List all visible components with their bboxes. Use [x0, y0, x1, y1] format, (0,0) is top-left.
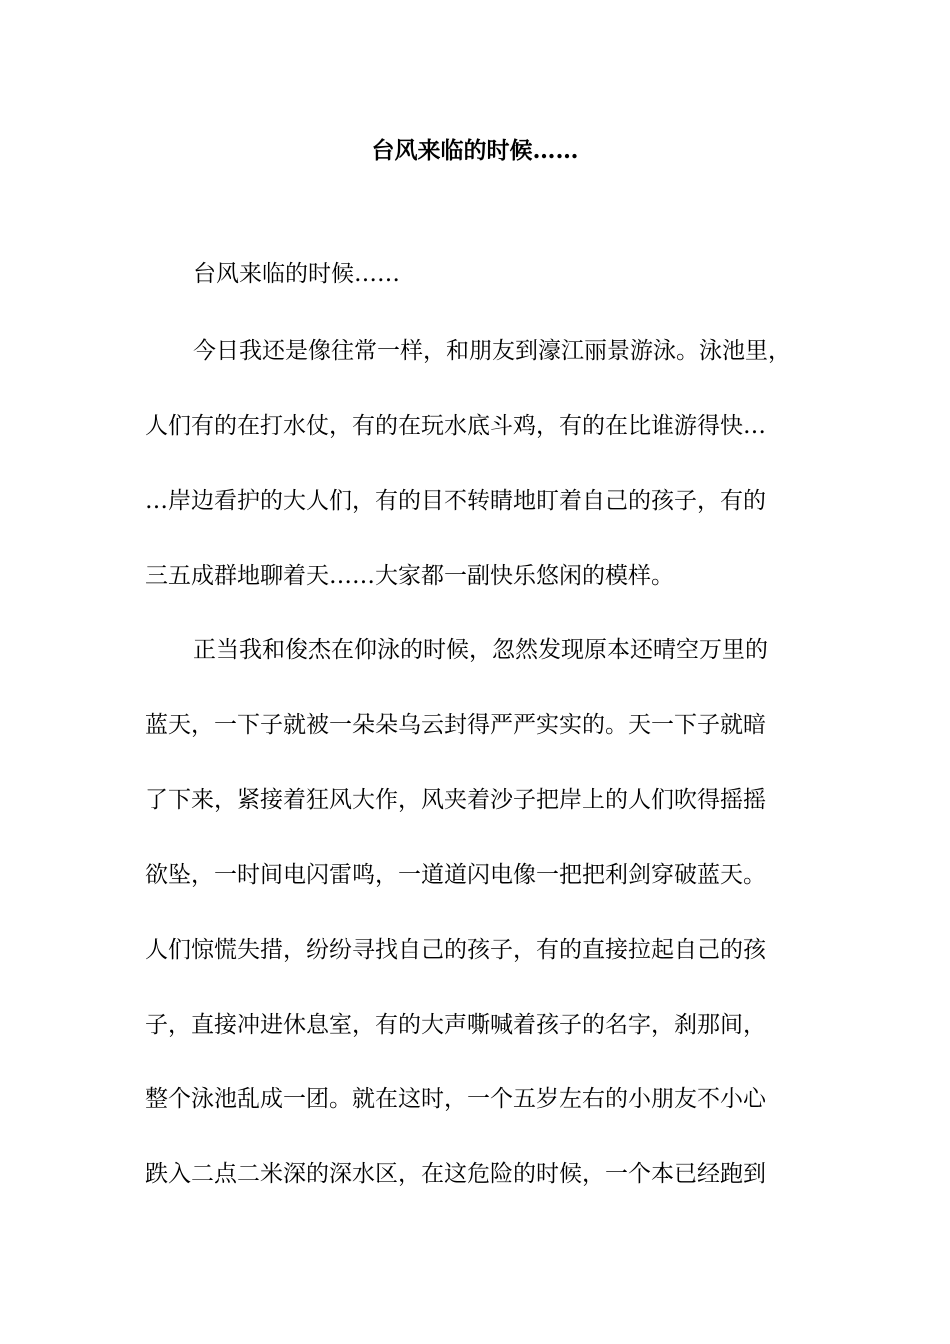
paragraph-3-line-2: 蓝天，一下子就被一朵朵乌云封得严严实实的。天一下子就暗	[145, 712, 766, 738]
paragraph-3-line-8: 跌入二点二米深的深水区，在这危险的时候，一个本已经跑到	[145, 1161, 766, 1187]
paragraph-1-line-1: 台风来临的时候……	[193, 261, 400, 287]
paragraph-3-line-7: 整个泳池乱成一团。就在这时，一个五岁左右的小朋友不小心	[145, 1086, 766, 1112]
paragraph-3-line-6: 子，直接冲进休息室，有的大声嘶喊着孩子的名字，刹那间，	[145, 1012, 766, 1038]
paragraph-3-line-1: 正当我和俊杰在仰泳的时候，忽然发现原本还晴空万里的	[193, 637, 768, 663]
paragraph-2-line-4: 三五成群地聊着天……大家都一副快乐悠闲的模样。	[145, 563, 674, 589]
paragraph-3-line-4: 欲坠，一时间电闪雷鸣，一道道闪电像一把把利剑穿破蓝天。	[145, 862, 766, 888]
paragraph-3-line-5: 人们惊慌失措，纷纷寻找自己的孩子，有的直接拉起自己的孩	[145, 937, 766, 963]
paragraph-3-line-3: 了下来，紧接着狂风大作，风夹着沙子把岸上的人们吹得摇摇	[145, 787, 766, 813]
paragraph-2-line-2: 人们有的在打水仗，有的在玩水底斗鸡，有的在比谁游得快…	[145, 413, 766, 439]
document-title: 台风来临的时候……	[371, 137, 579, 164]
paragraph-2-line-3: …岸边看护的大人们，有的目不转睛地盯着自己的孩子，有的	[145, 488, 766, 514]
paragraph-2-line-1: 今日我还是像往常一样，和朋友到濠江丽景游泳。泳池里，	[193, 338, 791, 364]
